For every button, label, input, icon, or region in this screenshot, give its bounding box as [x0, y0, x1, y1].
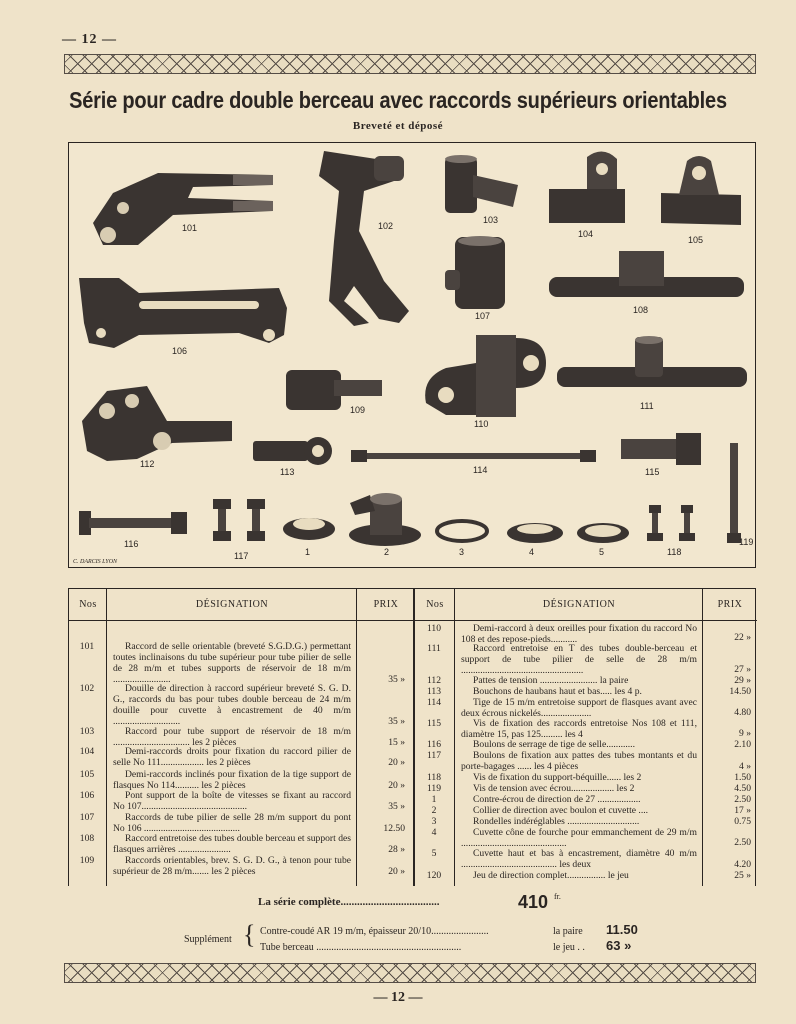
row-designation: Demi-raccord à deux oreilles pour fixation du raccord No 108 et des repose-pieds........... — [461, 623, 697, 645]
row-price: 4.20 — [734, 859, 751, 870]
row-designation: Demi-raccords droits pour fixation du raccord pilier de selle No 111.................. les 2 pièces — [113, 746, 351, 768]
supplement-unit: le jeu . . — [553, 942, 585, 953]
table-row — [69, 726, 413, 748]
row-number: 102 — [79, 683, 95, 694]
row-designation: Tige de 15 m/m entretoise support de flasques avant avec deux écrous nickelés..................... — [461, 697, 697, 719]
row-number: 1 — [431, 794, 437, 805]
table-row — [415, 805, 755, 816]
row-designation: Vis de tension avec écrou.................. les 2 — [473, 783, 635, 794]
row-number: 112 — [426, 675, 442, 686]
row-designation: Jeu de direction complet................ le jeu — [473, 870, 629, 881]
row-number: 118 — [426, 772, 442, 783]
part-110-image — [421, 333, 551, 418]
row-number: 109 — [79, 855, 95, 866]
row-number: 2 — [431, 805, 437, 816]
price-table-right — [414, 588, 756, 886]
row-designation: Rondelles indéréglables .............................. — [473, 816, 640, 827]
row-designation: Cuvette cône de fourche pour emmanchement de 29 m/m ............................................ — [461, 827, 697, 849]
part-112-image — [77, 381, 232, 466]
column-header-no: Nos — [415, 589, 455, 621]
row-designation: Vis de fixation du support-béquille...... les 2 — [473, 772, 642, 783]
part-119-image — [727, 443, 741, 543]
row-number: 3 — [431, 816, 437, 827]
row-designation: Cuvette haut et bas à encastrement, diamètre 40 m/m ........................................ les deux — [461, 848, 697, 870]
part-104-image — [547, 149, 627, 224]
row-designation: Bouchons de haubans haut et bas..... les 4 p. — [473, 686, 642, 697]
row-number: 4 — [431, 827, 437, 838]
row-price: 35 » — [388, 716, 405, 727]
part-label: 110 — [474, 419, 489, 429]
row-number: 115 — [426, 718, 442, 729]
part-3-image — [435, 519, 489, 543]
row-number: 5 — [431, 848, 437, 859]
row-price: 35 » — [388, 674, 405, 685]
row-number: 106 — [79, 790, 95, 801]
table-row — [415, 739, 755, 750]
part-label: 105 — [688, 235, 704, 245]
part-5-image — [575, 519, 631, 545]
row-designation: Demi-raccords inclinés pour fixation de la tige support de flasques No 114.......... les 2 pièces — [113, 769, 351, 791]
row-number: 111 — [427, 643, 441, 654]
table-row — [415, 772, 755, 783]
page-title: Série pour cadre double berceau avec raccords supérieurs orientables — [69, 88, 727, 114]
table-row — [415, 623, 755, 643]
row-designation: Pont support de la boîte de vitesses se fixant au raccord No 107............................................ — [113, 790, 351, 812]
supplement-desc: Contre-coudé AR 19 m/m, épaisseur 20/10....................... — [260, 926, 489, 937]
row-price: 22 » — [734, 632, 751, 643]
part-106-image — [79, 273, 289, 348]
column-header-price: PRIX — [357, 589, 415, 621]
row-number: 117 — [426, 750, 442, 761]
row-number: 105 — [79, 769, 95, 780]
row-price: 0.75 — [734, 816, 751, 827]
page-subtitle: Breveté et déposé — [352, 120, 444, 132]
supplement-price: 63 » — [606, 938, 632, 953]
row-price: 35 » — [388, 801, 405, 812]
row-price: 4.80 — [734, 707, 751, 718]
part-108-image — [549, 249, 744, 304]
table-row — [415, 718, 755, 739]
row-price: 2.50 — [734, 794, 751, 805]
row-number: 110 — [426, 623, 442, 634]
complete-series-unit: fr. — [554, 892, 561, 901]
part-label: 101 — [182, 223, 198, 233]
supplement-label: Supplément — [184, 934, 232, 945]
part-102-image — [314, 151, 424, 326]
table-row — [69, 683, 413, 727]
table-row — [415, 816, 755, 827]
part-4-image — [505, 517, 565, 545]
supplement-brace: { — [243, 920, 256, 949]
part-label: 104 — [578, 229, 594, 239]
row-designation: Boulons de serrage de tige de selle............ — [473, 739, 635, 750]
row-number: 107 — [79, 812, 95, 823]
row-price: 2.50 — [734, 837, 751, 848]
table-row — [415, 675, 755, 686]
part-117-image — [211, 499, 271, 543]
row-price: 25 » — [734, 870, 751, 881]
row-number: 114 — [426, 697, 442, 708]
table-row — [415, 870, 755, 881]
part-1-image — [281, 509, 337, 541]
part-label: 3 — [459, 547, 465, 557]
table-row — [415, 686, 755, 697]
row-price: 2.10 — [734, 739, 751, 750]
table-row — [415, 697, 755, 718]
table-row — [415, 794, 755, 805]
row-price: 20 » — [388, 757, 405, 768]
ornamental-border-top — [64, 54, 756, 74]
part-115-image — [621, 431, 701, 467]
row-number: 103 — [79, 726, 95, 737]
row-price: 17 » — [734, 805, 751, 816]
row-designation: Raccords orientables, brev. S. G. D. G., à tenon pour tube supérieur de 28 m/m....... les 2 pièces — [113, 855, 351, 877]
part-label: 1 — [305, 547, 311, 557]
row-number: 108 — [79, 833, 95, 844]
complete-series-label: La série complète.................................... — [258, 896, 440, 908]
part-label: 112 — [140, 459, 155, 469]
row-designation: Raccord entretoise en T des tubes double-berceau et support de tube pilier de selle de 28 m/m ................................................... — [461, 643, 697, 676]
part-label: 102 — [378, 221, 394, 231]
row-price: 14.50 — [729, 686, 751, 697]
row-price: 12.50 — [383, 823, 405, 834]
plate-credit: C. DARCIS LYON — [73, 559, 118, 565]
row-price: 20 » — [388, 866, 405, 877]
table-row — [69, 812, 413, 834]
part-label: 114 — [473, 465, 488, 475]
row-price: 4 » — [739, 761, 751, 772]
part-105-image — [659, 155, 744, 225]
table-row — [69, 769, 413, 791]
row-number: 101 — [79, 641, 95, 652]
row-designation: Raccord entretoise des tubes double berceau et support des flasques arrières ...................... — [113, 833, 351, 855]
column-header-no: Nos — [69, 589, 107, 621]
row-designation: Contre-écrou de direction de 27 .................. — [473, 794, 641, 805]
table-row — [69, 746, 413, 768]
part-label: 111 — [640, 401, 654, 411]
part-label: 108 — [633, 305, 649, 315]
part-label: 118 — [667, 547, 682, 557]
table-row — [69, 833, 413, 855]
part-label: 2 — [384, 547, 390, 557]
supplement-unit: la paire — [553, 926, 583, 937]
part-label: 103 — [483, 215, 499, 225]
row-price: 27 » — [734, 664, 751, 675]
part-label: 115 — [645, 467, 660, 477]
table-row — [415, 827, 755, 848]
page-number-bottom: — 12 — — [373, 990, 423, 1005]
row-price: 4.50 — [734, 783, 751, 794]
row-designation: Raccord pour tube support de réservoir de 18 m/m ................................ les 2 pièces — [113, 726, 351, 748]
row-number: 113 — [426, 686, 442, 697]
part-109-image — [284, 368, 384, 413]
part-114-image — [351, 448, 596, 464]
part-113-image — [253, 435, 333, 467]
part-107-image — [445, 235, 515, 310]
row-number: 104 — [79, 746, 95, 757]
column-header-designation: DÉSIGNATION — [455, 589, 703, 621]
row-designation: Pattes de tension ........................ la paire — [473, 675, 629, 686]
row-price: 28 » — [388, 844, 405, 855]
part-118-image — [645, 503, 699, 543]
row-designation: Collier de direction avec boulon et cuvette .... — [473, 805, 649, 816]
part-label: 109 — [350, 405, 366, 415]
part-label: 117 — [234, 551, 249, 561]
column-header-designation: DÉSIGNATION — [107, 589, 357, 621]
table-row — [69, 641, 413, 685]
row-designation: Raccord de selle orientable (breveté S.G.D.G.) permettant toutes inclinaisons du tube supérieur pour tube pilier de selle de 28 m/m et tubes supports de réservoir de 18 m/m ........................ — [113, 641, 351, 685]
row-price: 20 » — [388, 780, 405, 791]
row-price: 15 » — [388, 737, 405, 748]
table-row — [415, 848, 755, 870]
table-row — [415, 643, 755, 675]
supplement-price: 11.50 — [606, 922, 638, 937]
table-row — [415, 750, 755, 772]
row-designation: Vis de fixation des raccords entretoise Nos 108 et 111, diamètre 15, pas 125......... les 4 — [461, 718, 697, 740]
complete-series-price: 410 — [518, 892, 549, 912]
part-label: 106 — [172, 346, 188, 356]
row-price: 9 » — [739, 728, 751, 739]
page-number-top: — 12 — — [62, 32, 117, 47]
table-row — [415, 783, 755, 794]
part-2-image — [345, 485, 425, 547]
part-label: 5 — [599, 547, 605, 557]
supplement-desc: Tube berceau .......................................................... — [260, 942, 462, 953]
part-103-image — [443, 155, 523, 215]
row-price: 29 » — [734, 675, 751, 686]
row-number: 120 — [426, 870, 442, 881]
parts-illustration-plate — [68, 142, 756, 568]
row-number: 116 — [426, 739, 442, 750]
column-header-price: PRIX — [703, 589, 757, 621]
part-label: 116 — [124, 539, 139, 549]
row-number: 119 — [426, 783, 442, 794]
part-label: 107 — [475, 311, 491, 321]
ornamental-border-bottom — [64, 963, 756, 983]
part-label: 113 — [280, 467, 295, 477]
table-row — [69, 855, 413, 877]
row-designation: Douille de direction à raccord supérieur breveté S. G. D. G., raccords du bas pour tubes double berceau de 24 m/m douille pour cuvette à encastrement de 40 m/m ............................ — [113, 683, 351, 727]
part-116-image — [79, 509, 189, 537]
row-designation: Boulons de fixation aux pattes des tubes montants et du porte-bagages ...... les 4 pièces — [461, 750, 697, 772]
part-101-image — [83, 153, 278, 248]
part-label: 119 — [739, 537, 754, 547]
part-111-image — [557, 335, 747, 395]
row-designation: Raccords de tube pilier de selle 28 m/m support du pont No 106 ........................................ — [113, 812, 351, 834]
part-label: 4 — [529, 547, 535, 557]
row-price: 1.50 — [734, 772, 751, 783]
table-row — [69, 790, 413, 812]
price-table-left — [68, 588, 414, 886]
